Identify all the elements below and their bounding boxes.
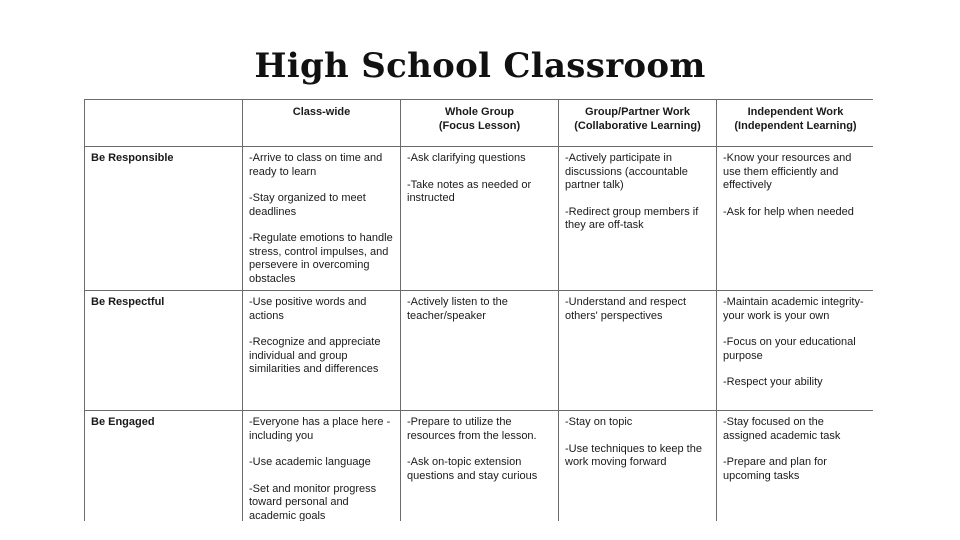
expectation-item: -Stay on topic — [565, 416, 633, 428]
expectation-item: -Use academic language — [249, 456, 371, 468]
behavior-label: Be Engaged — [85, 411, 243, 522]
column-header-line: Class-wide — [292, 106, 351, 118]
expectation-item: -Prepare to utilize the resources from the lesson. — [407, 416, 537, 442]
expectation-item: -Take notes as needed or instructed — [407, 178, 532, 204]
header-corner — [85, 100, 243, 147]
expectation-item: -Actively participate in discussions (accountable partner talk) — [565, 152, 688, 191]
table-cell — [559, 291, 717, 411]
table-cell — [559, 411, 717, 522]
table-cell — [243, 147, 401, 291]
table-cell — [717, 291, 874, 411]
header-row — [85, 100, 874, 147]
expectation-item: -Understand and respect others' perspectives — [565, 296, 687, 322]
column-header-line: (Focus Lesson) — [438, 119, 521, 132]
expectation-item: -Recognize and appreciate individual and group similarities and differences — [249, 336, 381, 375]
expectation-item: -Ask clarifying questions — [407, 152, 526, 164]
table-cell — [401, 411, 559, 522]
column-header-line: (Independent Learning) — [734, 119, 857, 132]
page-title: High School Classroom — [254, 46, 706, 86]
expectation-item: -Maintain academic integrity-your work is your own — [723, 296, 864, 322]
table-cell — [717, 411, 874, 522]
table-cell — [243, 291, 401, 411]
table-cell — [559, 147, 717, 291]
matrix-body — [85, 147, 874, 522]
expectation-item: -Prepare and plan for upcoming tasks — [723, 456, 827, 482]
header-class-wide — [243, 100, 401, 147]
table-cell — [401, 147, 559, 291]
behavior-label: Be Respectful — [85, 291, 243, 411]
expectation-item: -Use techniques to keep the work moving forward — [565, 442, 702, 468]
table-row — [85, 147, 874, 291]
table-cell — [717, 147, 874, 291]
expectation-item: -Stay focused on the assigned academic task — [723, 416, 841, 442]
header-whole-group — [401, 100, 559, 147]
expectation-item: -Respect your ability — [723, 376, 823, 388]
expectation-item: -Know your resources and use them efficiently and effectively — [723, 152, 852, 191]
table-row — [85, 291, 874, 411]
header-group-partner-work — [559, 100, 717, 147]
expectation-item: -Regulate emotions to handle stress, control impulses, and persevere in overcoming obstacles — [249, 232, 393, 285]
expectations-matrix — [84, 99, 873, 521]
column-header-line: Group/Partner Work — [585, 106, 690, 118]
expectation-item: -Everyone has a place here - including you — [249, 416, 391, 442]
expectation-item: -Actively listen to the teacher/speaker — [407, 296, 508, 322]
expectation-item: -Arrive to class on time and ready to learn — [249, 152, 383, 178]
column-header-line: Whole Group — [444, 106, 515, 118]
expectation-item: -Ask for help when needed — [723, 205, 854, 218]
table-row — [85, 411, 874, 522]
expectation-item: -Stay organized to meet deadlines — [249, 192, 366, 218]
expectation-item: -Redirect group members if they are off-task — [565, 205, 699, 231]
expectation-item: -Focus on your educational purpose — [723, 336, 856, 362]
column-header-line: Independent Work — [747, 106, 844, 118]
column-header-line: (Collaborative Learning) — [574, 119, 701, 132]
expectation-item: -Set and monitor progress toward personal and academic goals — [249, 482, 377, 521]
table-cell — [243, 411, 401, 522]
header-independent-work — [717, 100, 874, 147]
table-cell — [401, 291, 559, 411]
expectation-item: -Use positive words and actions — [249, 296, 367, 322]
expectations-matrix-container — [84, 99, 873, 521]
expectation-item: -Ask on-topic extension questions and stay curious — [407, 456, 538, 482]
behavior-label: Be Responsible — [85, 147, 243, 291]
